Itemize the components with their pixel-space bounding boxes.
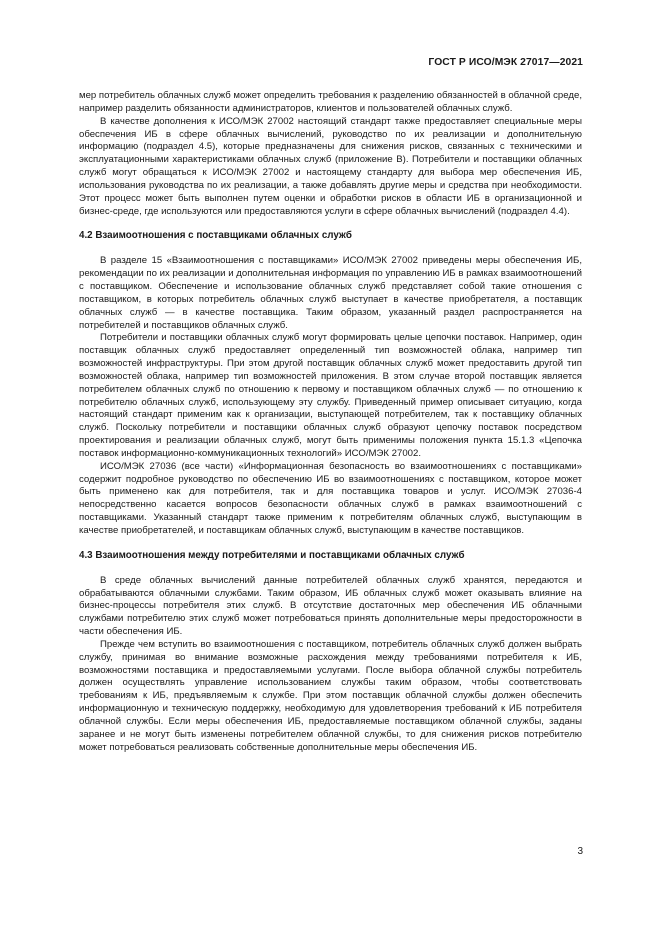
section-4-2-paragraph-1: В разделе 15 «Взаимоотношения с поставщиками» ИСО/МЭК 27002 приведены меры обеспечения ИБ, рекомендации по их реализации и дополнительная информация по управлению ИБ в рамках взаимоотношений с поставщиком. Обеспечение и использование облачных служб представляет собой такие отношения с поставщиком, в которых потребитель облачных служб выступает в качестве приобретателя, а поставщик облачных служб — в качестве поставщика. Таким образом, указанный раздел распространяется на потребителей и поставщиков облачных служб. xyxy=(79,255,582,331)
intro-paragraph: мер потребитель облачных служб может определить требования к разделению обязанностей в облачной среде, например разделить обязанности администраторов, клиентов и пользователей облачных служб. xyxy=(79,90,582,114)
section-4-3-paragraph-1: В среде облачных вычислений данные потребителей облачных служб хранятся, передаются и обрабатываются облачными службами. Таким образом, ИБ облачных служб может оказывать влияние на бизнес-процессы потребителя этих служб. В отсутствие достаточных мер обеспечения ИБ облачными службами потребителю этих служб может потребоваться принять дополнительные меры предосторожности в части обеспечения ИБ. xyxy=(79,574,582,638)
section-4-3-title: 4.3 Взаимоотношения между потребителями и поставщиками облачных служб xyxy=(79,549,465,561)
page-number: 3 xyxy=(577,846,583,857)
section-4-2-paragraph-2: Потребители и поставщики облачных служб могут формировать целые цепочки поставок. Например, один поставщик облачных служб предоставляет определенный тип возможностей облака, например тип возможностей инфраструктуры. При этом другой поставщик облачных служб может предоставить другой тип возможностей облака, например тип возможностей приложения. В этом случае второй поставщик является потребителем облачных служб по отношению к первому и поставщиком облачных служб — по отношению к потребителю облачных служб, использующему эту службу. Приведенный пример описывает ситуацию, когда настоящий стандарт применим как к организации, выступающей потребителем, так к поставщику облачных служб. Поскольку потребители и поставщики облачных служб образуют цепочку поставок посредством проектирования и реализации облачных служб, могут быть применимы положения пункта 15.1.3 «Цепочка поставок информационно-коммуникационных технологий» ИСО/МЭК 27002. xyxy=(79,332,582,459)
section-4-2-title: 4.2 Взаимоотношения с поставщиками облачных служб xyxy=(79,230,352,242)
document-body xyxy=(79,90,582,755)
section-4-3-paragraph-2: Прежде чем вступить во взаимоотношения с поставщиком, потребитель облачных служб должен выбрать службу, принимая во внимание возможные расхождения между требованиями потребителя к ИБ, возможностями поставщика и предоставляемыми услугами. После выбора облачной службы потребитель должен осуществлять управление использованием службы таким образом, чтобы соответствовать требованиям к ИБ, предъявляемым к службе. При этом поставщик облачной службы должен обеспечить информационную и техническую поддержку, необходимую для удовлетворения требований к ИБ потребителя облачной службы. Если меры обеспечения ИБ, предоставляемые поставщиком облачной службы, заданы заранее и не могут быть изменены потребителем облачной службы, то для снижения рисков потребителю может потребоваться реализовать собственные дополнительные меры обеспечения ИБ. xyxy=(79,638,582,753)
section-4-2-paragraph-3: ИСО/МЭК 27036 (все части) «Информационная безопасность во взаимоотношениях с поставщиками» содержит подробное руководство по обеспечению ИБ во взаимоотношениях с поставщиком, которое может быть применено как для потребителя, так и для поставщика товаров и услуг. ИСО/МЭК 27036-4 непосредственно касается вопросов безопасности облачных служб в рамках взаимоотношений с поставщиками. Указанный стандарт также применим к потребителям облачных служб, выступающим в качестве приобретателей, и поставщикам облачных служб, выступающим в качестве поставщиков. xyxy=(79,460,582,536)
standard-header: ГОСТ Р ИСО/МЭК 27017—2021 xyxy=(428,57,583,68)
intro-paragraph-2: В качестве дополнения к ИСО/МЭК 27002 настоящий стандарт также предоставляет специальные меры обеспечения ИБ в сфере облачных вычислений, руководство по их реализации и дополнительную информацию (подраздел 4.5), которые предназначены для снижения рисков, связанных с техническими и эксплуатационными характеристиками облачных служб (приложение В). Потребители и поставщики облачных служб могут обращаться к ИСО/МЭК 27002 и настоящему стандарту для выбора мер обеспечения ИБ, использования руководства по их реализации, а также добавлять другие меры и средства при необходимости. Этот процесс может быть выполнен путем оценки и обработки рисков в области ИБ в организационной и бизнес-среде, где используются или предоставляются услуги в сфере облачных вычислений (подраздел 4.4). xyxy=(79,115,582,217)
